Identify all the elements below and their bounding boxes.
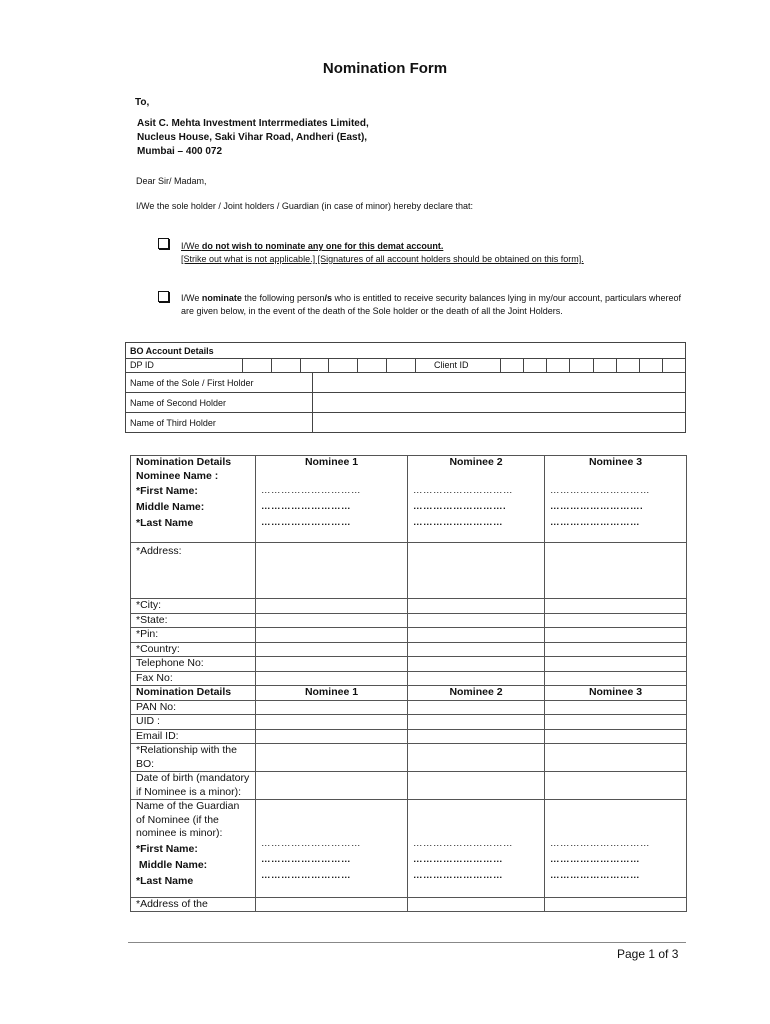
nominee1-state[interactable] [256, 613, 408, 628]
last-name-label: *Last Name [136, 517, 194, 529]
nominee2-state[interactable] [408, 613, 545, 628]
nominee2-relationship[interactable] [408, 744, 545, 772]
nominee1-first-dots: ………………………… [261, 484, 361, 496]
address-label: *Address: [131, 543, 256, 599]
nominee2-dob[interactable] [408, 772, 545, 800]
nominee1-header-2: Nominee 1 [256, 686, 408, 701]
bo-heading: BO Account Details [126, 343, 686, 359]
nominee2-middle-dots: ………………………. [413, 500, 507, 512]
address-line-3: Mumbai – 400 072 [137, 146, 223, 157]
guardian-address-label: *Address of the [131, 897, 256, 912]
nominee2-last-dots: ……………………… [413, 516, 503, 528]
guardian2-first-dots: ………………………… [413, 838, 513, 849]
guardian-cell [131, 800, 256, 898]
nominee1-city[interactable] [256, 599, 408, 614]
first-holder-field[interactable] [313, 373, 686, 393]
nominee3-dob[interactable] [545, 772, 687, 800]
nominee1-header: Nominee 1 [304, 456, 359, 468]
email-label: Email ID: [131, 729, 256, 744]
nomination-details-label: Nomination Details [136, 456, 232, 468]
nominee3-guardian[interactable] [545, 800, 687, 898]
nominee3-email[interactable] [545, 729, 687, 744]
nomination-table [130, 455, 687, 912]
option1-bold: do not wish to nominate any one for this demat account. [201, 241, 444, 251]
nominee2-country[interactable] [408, 642, 545, 657]
second-holder-field[interactable] [313, 393, 686, 413]
middle-name-label: Middle Name: [136, 501, 205, 513]
form-title: Nomination Form [322, 60, 448, 77]
nominee2-email[interactable] [408, 729, 545, 744]
page-number: Page 1 of 3 [617, 947, 679, 961]
nominee1-uid[interactable] [256, 715, 408, 730]
nominee1-fax[interactable] [256, 671, 408, 686]
guardian2-address[interactable] [408, 897, 545, 912]
guardian1-middle-dots: ……………………… [261, 854, 351, 865]
telephone-label: Telephone No: [131, 657, 256, 672]
nominee2-city[interactable] [408, 599, 545, 614]
guardian3-first-dots: ………………………… [550, 838, 650, 849]
nomination-details-header-2: Nomination Details [131, 686, 256, 701]
nominee1-pan[interactable] [256, 700, 408, 715]
nominee1-telephone[interactable] [256, 657, 408, 672]
salutation: Dear Sir/ Madam, [136, 176, 207, 186]
nominee3-relationship[interactable] [545, 744, 687, 772]
nominee1-country[interactable] [256, 642, 408, 657]
nominee3-middle-dots: ………………………. [550, 500, 644, 512]
guardian-first-name-label: *First Name: [136, 842, 198, 855]
nominee2-guardian[interactable] [408, 800, 545, 898]
nominee3-address[interactable] [545, 543, 687, 599]
nominee3-country[interactable] [545, 642, 687, 657]
pan-label: PAN No: [131, 700, 256, 715]
third-holder-field[interactable] [313, 413, 686, 433]
fax-label: Fax No: [131, 671, 256, 686]
nominee3-telephone[interactable] [545, 657, 687, 672]
option2-prefix: I/We [181, 293, 202, 303]
guardian1-last-dots: ……………………… [261, 870, 351, 881]
nominee2-first-dots: ………………………… [413, 484, 513, 496]
guardian3-last-dots: ……………………… [550, 870, 640, 881]
nominee1-dob[interactable] [256, 772, 408, 800]
guardian-last-name-label: *Last Name [136, 874, 194, 887]
dob-label: Date of birth (mandatory if Nominee is a minor): [131, 772, 256, 800]
guardian1-address[interactable] [256, 897, 408, 912]
state-label: *State: [131, 613, 256, 628]
nominee3-state[interactable] [545, 613, 687, 628]
nominee2-telephone[interactable] [408, 657, 545, 672]
nominee3-header: Nominee 3 [588, 456, 643, 468]
relationship-label: *Relationship with the BO: [131, 744, 256, 772]
nominee2-header-2: Nominee 2 [408, 686, 545, 701]
dp-id-label: DP ID [130, 360, 154, 370]
second-holder-label: Name of Second Holder [126, 393, 313, 413]
nominee3-uid[interactable] [545, 715, 687, 730]
nominee3-first-dots: ………………………… [550, 484, 650, 496]
nominee2-uid[interactable] [408, 715, 545, 730]
nominee2-address[interactable] [408, 543, 545, 599]
nominee2-header: Nominee 2 [449, 456, 503, 468]
first-name-label: *First Name: [136, 485, 198, 497]
option2-bold2: /s [324, 293, 333, 303]
nominee3-name-cell[interactable] [545, 456, 687, 543]
uid-label: UID : [131, 715, 256, 730]
nominee1-guardian[interactable] [256, 800, 408, 898]
option1-prefix: I/We [181, 241, 202, 251]
client-id-boxes[interactable] [500, 359, 685, 372]
nominee3-header-2: Nominee 3 [545, 686, 687, 701]
nominee3-city[interactable] [545, 599, 687, 614]
option2-mid: the following person [241, 293, 325, 303]
nominate-option [181, 292, 681, 318]
address-line-2: Nucleus House, Saki Vihar Road, Andheri (East), [137, 132, 368, 143]
dp-id-boxes[interactable] [242, 359, 416, 372]
nominee3-last-dots: ……………………… [550, 516, 640, 528]
nominee1-name-cell[interactable] [256, 456, 408, 543]
no-nomination-option [181, 240, 661, 266]
nominee-name-label: Nominee Name : [136, 469, 219, 482]
third-holder-label: Name of Third Holder [126, 413, 313, 433]
nominee2-pan[interactable] [408, 700, 545, 715]
nominee3-fax[interactable] [545, 671, 687, 686]
nominee1-middle-dots: ……………………… [261, 500, 351, 512]
bo-account-table [125, 342, 686, 433]
guardian3-middle-dots: ……………………… [550, 854, 640, 865]
nominee3-pan[interactable] [545, 700, 687, 715]
guardian2-last-dots: ……………………… [413, 870, 503, 881]
nominee1-email[interactable] [256, 729, 408, 744]
option1-note: [Strike out what is not applicable.] [Signatures of all account holders should be obtained on this form]. [181, 254, 584, 264]
first-holder-label: Name of the Sole / First Holder [126, 373, 313, 393]
nominee2-pin[interactable] [408, 628, 545, 643]
nominee1-pin[interactable] [256, 628, 408, 643]
guardian2-middle-dots: ……………………… [413, 854, 503, 865]
city-label: *City: [131, 599, 256, 614]
client-id-label: Client ID [434, 360, 469, 370]
to-label: To, [135, 97, 150, 108]
guardian-middle-name-label: Middle Name: [136, 858, 208, 871]
declaration-text: I/We the sole holder / Joint holders / Guardian (in case of minor) hereby declare that: [136, 201, 474, 211]
guardian1-first-dots: ………………………… [261, 838, 361, 849]
nominee2-fax[interactable] [408, 671, 545, 686]
footer-divider [128, 942, 686, 943]
nominee1-address[interactable] [256, 543, 408, 599]
nominee2-name-cell[interactable] [408, 456, 545, 543]
nominee3-pin[interactable] [545, 628, 687, 643]
guardian-label: Name of the Guardian of Nominee (if the nominee is minor): [136, 800, 240, 839]
guardian3-address[interactable] [545, 897, 687, 912]
option2-bold1: nominate [201, 293, 242, 303]
nominee1-relationship[interactable] [256, 744, 408, 772]
no-nomination-checkbox[interactable] [158, 238, 169, 249]
nominate-checkbox[interactable] [158, 291, 169, 302]
option2-rest: who is entitled to receive security balances lying in my/our account, particulars whereof are given below, in the event of the death of the Sole holder or the death of all the Joint Holders. [181, 293, 681, 316]
company-address [137, 117, 369, 159]
country-label: *Country: [131, 642, 256, 657]
address-line-1: Asit C. Mehta Investment Interrmediates Limited, [137, 118, 369, 129]
nominee1-last-dots: ……………………… [261, 516, 351, 528]
nomination-details-header [131, 456, 256, 543]
pin-label: *Pin: [131, 628, 256, 643]
